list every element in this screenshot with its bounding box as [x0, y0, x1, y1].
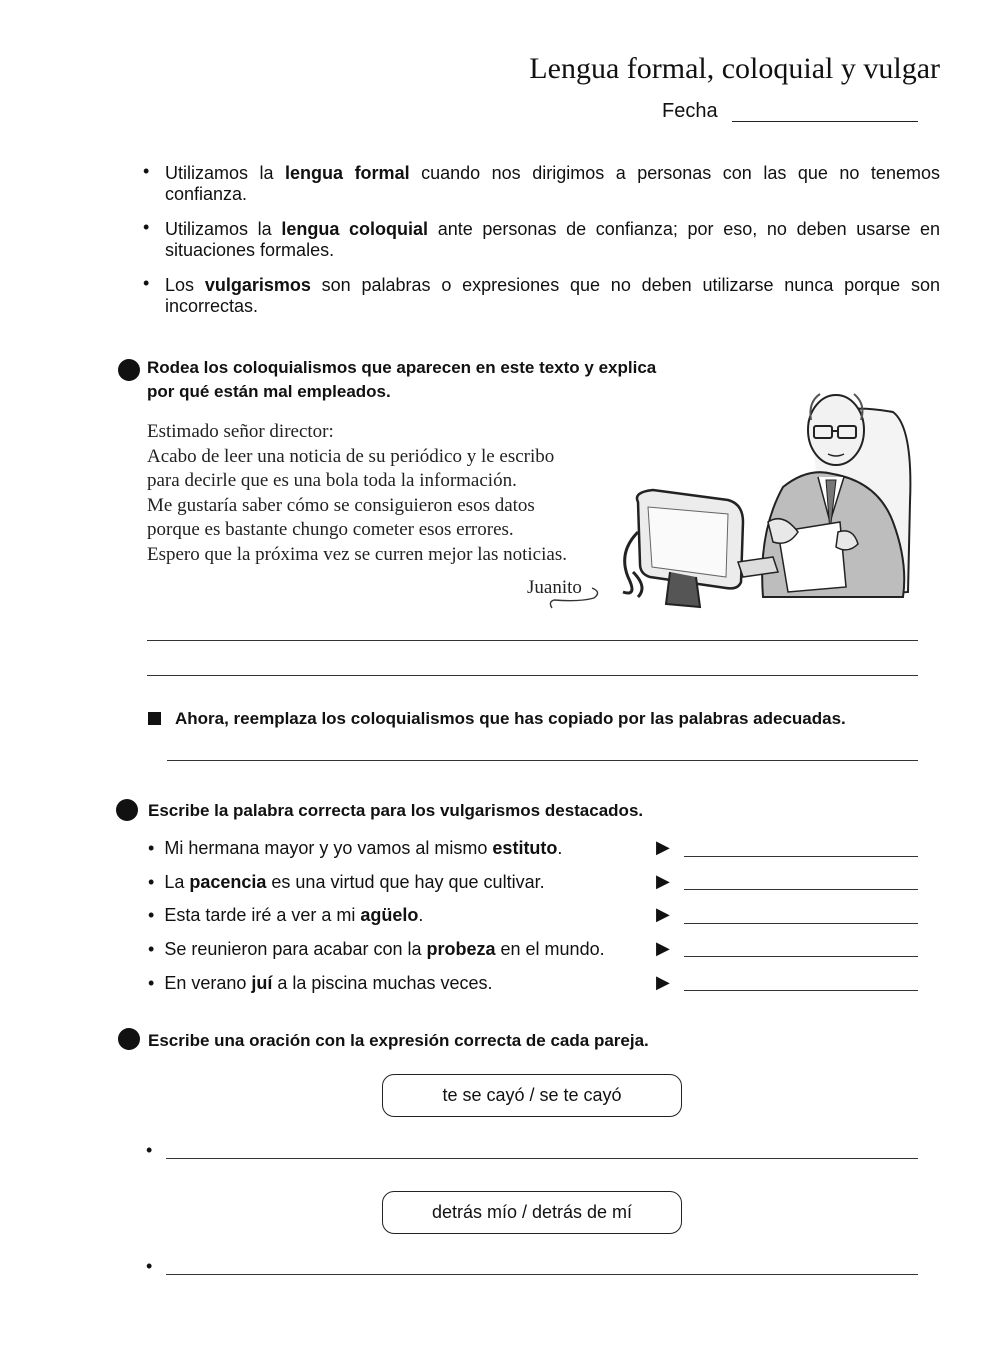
bullet-icon: • — [148, 973, 155, 993]
arrow-icon: ▶ — [656, 972, 670, 992]
vulgarism-word: agüelo — [360, 905, 419, 925]
intro-term: lengua formal — [285, 163, 410, 183]
instruction-line: por qué están mal empleados. — [147, 382, 391, 401]
answer-line[interactable] — [147, 675, 918, 676]
signature-flourish-icon — [540, 586, 610, 616]
intro-text: son palabras o expresiones que no deben utilizarse nunca porque son incorrectas. — [165, 275, 940, 316]
exercise-3-marker-icon — [118, 1028, 140, 1050]
answer-line[interactable] — [684, 856, 918, 857]
bullet-icon: • — [148, 939, 155, 959]
answer-line[interactable] — [147, 640, 918, 641]
sub-instruction: Ahora, reemplaza los coloquialismos que has copiado por las palabras adecuadas. — [175, 709, 846, 728]
vulgarism-item — [148, 870, 545, 894]
answer-line[interactable] — [684, 923, 918, 924]
exercise-2-marker-icon — [116, 799, 138, 821]
intro-text: Los — [165, 275, 205, 295]
bullet-icon: • — [143, 273, 150, 293]
letter — [147, 420, 617, 567]
intro-text: Utilizamos la — [165, 219, 282, 239]
letter-line: Me gustaría saber cómo se consiguieron esos datos — [147, 494, 535, 516]
date-field[interactable] — [732, 120, 918, 122]
vulgarism-word: juí — [251, 973, 273, 993]
exercise-2-instruction: Escribe la palabra correcta para los vulgarismos destacados. — [148, 801, 644, 820]
vulgarism-word: estituto — [492, 838, 558, 858]
item-text: Esta tarde iré a ver a mi — [164, 905, 361, 925]
page-title: Lengua formal, coloquial y vulgar — [529, 52, 940, 85]
arrow-icon: ▶ — [656, 837, 670, 857]
bullet-icon: • — [146, 1256, 153, 1276]
exercise-3-instruction: Escribe una oración con la expresión correcta de cada pareja. — [148, 1031, 649, 1050]
item-text: . — [418, 905, 424, 925]
answer-line[interactable] — [684, 956, 918, 957]
bullet-icon: • — [146, 1140, 153, 1160]
item-text: a la piscina muchas veces. — [272, 973, 493, 993]
answer-line[interactable] — [684, 990, 918, 991]
vulgarism-item — [148, 971, 493, 995]
businessman-illustration — [608, 382, 928, 612]
letter-line: Acabo de leer una noticia de su periódico y le escribo — [147, 445, 555, 467]
bullet-icon: • — [143, 217, 150, 237]
arrow-icon: ▶ — [656, 871, 670, 891]
exercise-1-marker-icon — [118, 359, 140, 381]
item-text: Se reunieron para acabar con la — [164, 939, 427, 959]
arrow-icon: ▶ — [656, 938, 670, 958]
item-text: es una virtud que hay que cultivar. — [266, 872, 545, 892]
bullet-icon: • — [143, 161, 150, 181]
square-bullet-icon — [148, 712, 161, 725]
letter-signature: Juanito — [527, 577, 582, 598]
letter-line: Espero que la próxima vez se curren mejor las noticias. — [147, 543, 567, 565]
item-text: En verano — [164, 973, 252, 993]
bullet-icon: • — [148, 872, 155, 892]
vulgarism-item — [148, 937, 605, 961]
item-text: Mi hermana mayor y yo vamos al mismo — [164, 838, 493, 858]
answer-line[interactable] — [166, 1274, 918, 1275]
item-text: La — [164, 872, 190, 892]
intro-term: vulgarismos — [204, 275, 311, 295]
expression-pair-box: detrás mío / detrás de mí — [382, 1191, 682, 1234]
answer-line[interactable] — [684, 889, 918, 890]
instruction-line: Rodea los coloquialismos que aparecen en este texto y explica — [147, 358, 657, 377]
answer-line[interactable] — [166, 1158, 918, 1159]
bullet-icon: • — [148, 905, 155, 925]
intro-term: lengua coloquial — [281, 219, 429, 239]
vulgarism-item — [148, 903, 423, 927]
vulgarism-item — [148, 836, 562, 860]
intro-text: cuando nos dirigimos a personas con las que no tenemos confianza. — [165, 163, 940, 204]
letter-line: para decirle que es una bola toda la información. — [147, 470, 517, 491]
letter-greeting: Estimado señor director: — [147, 421, 334, 442]
letter-line: porque es bastante chungo cometer esos errores. — [147, 519, 514, 540]
vulgarism-word: probeza — [426, 939, 496, 959]
bullet-icon: • — [148, 838, 155, 858]
arrow-icon: ▶ — [656, 904, 670, 924]
vulgarism-word: pacencia — [189, 872, 267, 892]
date-label: Fecha — [662, 100, 718, 122]
answer-line[interactable] — [167, 760, 918, 761]
intro-text: ante personas de confianza; por eso, no deben usarse en situaciones formales. — [165, 219, 941, 260]
item-text: . — [557, 838, 563, 858]
expression-pair-box: te se cayó / se te cayó — [382, 1074, 682, 1117]
intro-text: Utilizamos la — [165, 163, 286, 183]
item-text: en el mundo. — [495, 939, 605, 959]
